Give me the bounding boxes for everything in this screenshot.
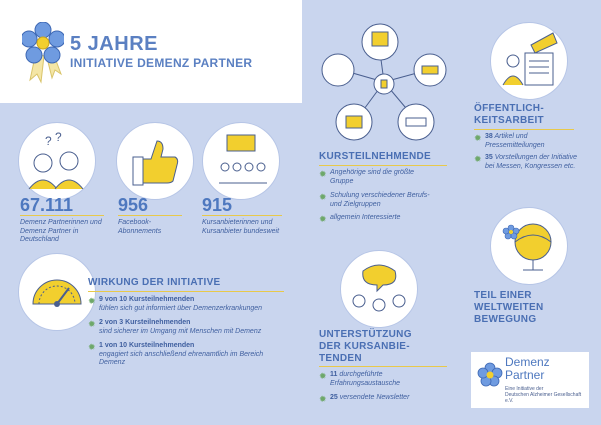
page-title: 5 JAHRE (70, 33, 158, 55)
logo-text: Demenz Partner (505, 355, 550, 382)
star-icon: ✹ (319, 169, 327, 179)
divider (319, 366, 447, 367)
kursteilnehmende-item: Schulung verschiedener Berufs- und Zielgruppen (330, 192, 430, 208)
divider (202, 215, 282, 216)
unterstuetzung-item: 25 versendete Newsletter (330, 394, 410, 401)
demenz-partner-logo (471, 352, 589, 408)
star-icon: ✹ (319, 394, 327, 404)
star-icon: ✹ (319, 192, 327, 202)
star-icon: ✹ (474, 133, 482, 143)
star-icon: ✹ (88, 296, 96, 306)
unterstuetzung-item: 11 durchgeführte Erfahrungsaustausche (330, 371, 401, 387)
wirkung-item: 1 von 10 Kursteilnehmenden engagiert sich anschließend ehrenamtlich im Bereich Demenz (99, 342, 264, 366)
stat-facebook-number: 956 (118, 195, 149, 215)
svg-text:?: ? (55, 130, 62, 144)
press-illustration (490, 22, 568, 100)
forget-me-not-flower-icon (22, 22, 64, 84)
page-subtitle: INITIATIVE DEMENZ PARTNER (70, 56, 253, 70)
header-panel (0, 0, 302, 103)
bewegung-heading: TEIL EINER WELTWEITEN BEWEGUNG (474, 290, 544, 325)
stat-providers-number: 915 (202, 195, 233, 215)
stat-partners-label: Demenz Partnerinnen und Demenz Partner in Deutschland (20, 219, 102, 243)
stat-providers-label: Kursanbieterinnen und Kursanbieter bundesweit (202, 219, 280, 235)
divider (319, 165, 447, 166)
oeffentlichkeit-item: 35 Vorstellungen der Initiative bei Messen, Kongressen etc. (485, 154, 577, 170)
globe-illustration (490, 207, 568, 285)
network-illustration (318, 22, 468, 142)
svg-text:?: ? (45, 134, 52, 148)
wirkung-item: 9 von 10 Kursteilnehmenden fühlen sich gut informiert über Demenzerkrankungen (99, 296, 263, 312)
stat-partners-number: 67.111 (20, 195, 74, 215)
kursteilnehmende-item: allgemein Interessierte (330, 214, 401, 221)
unterstuetzung-heading: UNTERSTÜTZUNG DER KURSANBIE- TENDEN (319, 329, 412, 364)
divider (88, 291, 284, 292)
star-icon: ✹ (319, 371, 327, 381)
classroom-illustration (202, 122, 280, 200)
kursteilnehmende-item: Angehörige sind die größte Gruppe (330, 169, 415, 185)
divider (474, 129, 574, 130)
kursteilnehmende-heading: KURSTEILNEHMENDE (319, 151, 432, 162)
oeffentlichkeit-item: 38 Artikel und Pressemitteilungen (485, 133, 545, 149)
thumbs-up-illustration (116, 122, 194, 200)
wirkung-heading: WIRKUNG DER INITIATIVE (88, 277, 221, 288)
stat-facebook-label: Facebook-Abonnements (118, 219, 162, 235)
star-icon: ✹ (319, 214, 327, 224)
discussion-group-illustration (340, 250, 418, 328)
divider (20, 215, 104, 216)
people-question-illustration (18, 122, 96, 200)
forget-me-not-logo-icon (477, 362, 503, 388)
divider (118, 215, 182, 216)
oeffentlichkeit-heading: ÖFFENTLICH- KEITSARBEIT (474, 103, 544, 126)
gauge-illustration (18, 253, 96, 331)
wirkung-item: 2 von 3 Kursteilnehmenden sind sicherer im Umgang mit Menschen mit Demenz (99, 319, 262, 335)
logo-tagline: Eine Initiative der Deutschen Alzheimer Gesellschaft e.V. (505, 386, 582, 404)
star-icon: ✹ (88, 319, 96, 329)
star-icon: ✹ (474, 154, 482, 164)
star-icon: ✹ (88, 342, 96, 352)
